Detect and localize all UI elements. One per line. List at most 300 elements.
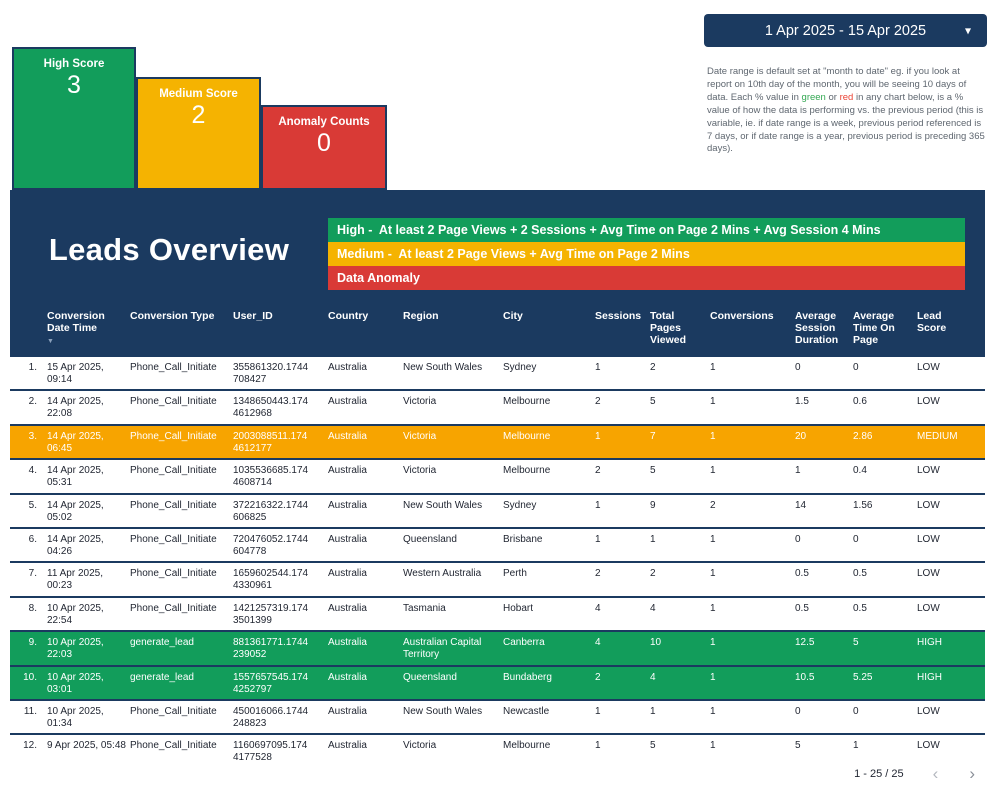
cell-score (917, 529, 985, 561)
cell-date (47, 598, 130, 630)
scorecard-anomaly-counts (261, 105, 387, 190)
cell-region (403, 495, 503, 527)
column-header-label: Lead Score (917, 309, 947, 334)
cell-score (917, 701, 985, 733)
cell-avg_time (853, 632, 917, 664)
legend-item-label: Medium - At least 2 Page Views + Avg Time on Page 2 Mins (337, 247, 690, 261)
cell-value: 1 (710, 362, 716, 373)
cell-value: 0 (795, 705, 801, 717)
cell-type (130, 701, 233, 733)
cell-country (328, 563, 403, 595)
cell-value: 1.5 (795, 396, 809, 408)
column-header-label: Country (328, 309, 369, 322)
column-header-country[interactable] (328, 310, 403, 348)
cell-value: 1 (595, 430, 601, 442)
cell-value: Australia (328, 533, 367, 545)
cell-value: 1 (795, 465, 801, 477)
cell-user_id (233, 529, 328, 561)
cell-type (130, 357, 233, 389)
cell-value: 881361771.1744239052 (233, 637, 309, 661)
cell-value: 1 (650, 533, 656, 545)
scorecard-high-score (12, 47, 136, 190)
cell-value: 0.4 (853, 465, 867, 477)
note-green-word: green (801, 91, 826, 103)
cell-value: Melbourne (503, 740, 551, 752)
column-header-conversion-date-time[interactable] (47, 310, 130, 348)
cell-value: 1557657545.1744252797 (233, 671, 309, 695)
cell-value: New South Wales (403, 705, 483, 717)
cell-value: Perth (503, 568, 527, 580)
legend-item-data (328, 266, 965, 290)
cell-value: 2 (650, 362, 656, 373)
scorecard-value: 3 (67, 71, 81, 99)
cell-value: 2. (28, 396, 37, 408)
cell-value: 1 (710, 396, 716, 408)
cell-value: 1 (650, 705, 656, 717)
cell-value: Phone_Call_Initiate (130, 740, 217, 752)
cell-value: 8. (28, 602, 37, 614)
cell-value: Australia (328, 671, 367, 683)
cell-value: 15 Apr 2025, 09:14 (47, 362, 104, 385)
cell-value: Australia (328, 430, 367, 442)
cell-value: Sydney (503, 362, 537, 373)
cell-conversions (710, 701, 795, 733)
cell-value: 2.86 (853, 430, 873, 442)
cell-city (503, 460, 595, 492)
cell-user_id (233, 735, 328, 769)
cell-value: 3. (28, 430, 37, 442)
cell-user_id (233, 460, 328, 492)
column-header-label: City (503, 309, 523, 322)
cell-num (10, 701, 47, 733)
cell-value: LOW (917, 533, 940, 545)
cell-avg_session (795, 460, 853, 492)
column-header-label: Total Pages Viewed (650, 309, 686, 346)
cell-value: 2 (595, 465, 601, 477)
scorecard-medium-score (136, 77, 261, 190)
cell-num (10, 460, 47, 492)
legend-item-high (328, 218, 965, 242)
cell-conversions (710, 495, 795, 527)
cell-country (328, 495, 403, 527)
date-range-note (707, 66, 987, 156)
cell-num (10, 529, 47, 561)
cell-type (130, 632, 233, 664)
cell-value: LOW (917, 602, 940, 614)
scorecard-label: High Score (43, 58, 105, 70)
cell-value: 5 (853, 637, 859, 649)
cell-region (403, 632, 503, 664)
cell-conversions (710, 391, 795, 423)
note-text: in any chart below, is a % value of how the data is performing vs. the previous period (this is variable, ie. if date range is a week, previous period referenced is 7 days, or if date range is a year, previous period is preceding 365 days). (707, 91, 985, 155)
cell-value: 10 Apr 2025, 22:03 (47, 637, 104, 661)
cell-value: Bundaberg (503, 671, 552, 683)
scorecard-value: 0 (317, 129, 331, 157)
cell-value: Phone_Call_Initiate (130, 362, 217, 373)
cell-value: 5. (28, 499, 37, 511)
cell-city (503, 391, 595, 423)
cell-value: Victoria (403, 396, 437, 408)
cell-date (47, 460, 130, 492)
cell-user_id (233, 563, 328, 595)
cell-value: 4 (595, 637, 601, 649)
cell-value: 0 (795, 533, 801, 545)
cell-date (47, 391, 130, 423)
cell-country (328, 426, 403, 458)
cell-type (130, 426, 233, 458)
cell-user_id (233, 357, 328, 389)
column-header-label: Average Session Duration (795, 309, 839, 346)
cell-value: 1 (710, 705, 716, 717)
cell-value: 11 Apr 2025, 00:23 (47, 568, 103, 592)
cell-value: 4 (595, 602, 601, 614)
cell-sessions (595, 735, 650, 769)
sort-desc-icon: ▼ (47, 337, 54, 345)
cell-score (917, 357, 985, 389)
cell-pages (650, 735, 710, 769)
cell-region (403, 667, 503, 699)
legend-item-medium (328, 242, 965, 266)
cell-score (917, 391, 985, 423)
cell-pages (650, 426, 710, 458)
cell-pages (650, 667, 710, 699)
cell-avg_time (853, 598, 917, 630)
cell-value: New South Wales (403, 362, 483, 373)
cell-type (130, 598, 233, 630)
cell-value: HIGH (917, 637, 942, 649)
cell-conversions (710, 357, 795, 389)
cell-value: 9. (28, 637, 37, 649)
cell-city (503, 632, 595, 664)
page-title: Leads Overview (48, 232, 290, 267)
cell-value: Brisbane (503, 533, 543, 545)
leads-table-body (10, 357, 985, 770)
cell-value: 10. (23, 671, 37, 683)
cell-value: 1 (710, 465, 716, 477)
cell-value: 355861320.1744708427 (233, 362, 309, 385)
cell-region (403, 701, 503, 733)
column-header-conversions[interactable] (710, 310, 795, 348)
cell-value: 0.5 (853, 602, 867, 614)
cell-num (10, 632, 47, 664)
cell-pages (650, 598, 710, 630)
caret-down-icon: ▾ (964, 22, 971, 37)
cell-value: 1 (710, 533, 716, 545)
table-row (10, 563, 985, 597)
cell-value: generate_lead (130, 671, 194, 683)
cell-value: 10 Apr 2025, 03:01 (47, 671, 104, 695)
cell-value: 1 (710, 671, 716, 683)
cell-value: 450016066.1744248823 (233, 705, 309, 729)
cell-value: 1 (595, 533, 601, 545)
cell-value: LOW (917, 740, 940, 752)
cell-region (403, 426, 503, 458)
cell-avg_time (853, 667, 917, 699)
cell-conversions (710, 426, 795, 458)
cell-avg_time (853, 460, 917, 492)
cell-sessions (595, 426, 650, 458)
cell-score (917, 632, 985, 664)
cell-region (403, 391, 503, 423)
cell-value: 2003088511.1744612177 (233, 430, 308, 454)
table-row (10, 391, 985, 425)
cell-num (10, 357, 47, 389)
cell-num (10, 667, 47, 699)
cell-conversions (710, 460, 795, 492)
cell-value: Australia (328, 568, 367, 580)
cell-value: 0.5 (795, 568, 809, 580)
cell-value: 10 Apr 2025, 22:54 (47, 602, 104, 626)
cell-value: 14 Apr 2025, 05:31 (47, 465, 104, 489)
cell-user_id (233, 598, 328, 630)
cell-date (47, 495, 130, 527)
cell-city (503, 701, 595, 733)
cell-value: 10 (650, 637, 662, 649)
column-header-region[interactable] (403, 310, 503, 348)
cell-value: 11. (23, 705, 37, 717)
cell-type (130, 735, 233, 769)
cell-value: 10.5 (795, 671, 815, 683)
cell-sessions (595, 667, 650, 699)
cell-city (503, 426, 595, 458)
cell-conversions (710, 667, 795, 699)
cell-value: 4 (650, 671, 656, 683)
cell-value: 12.5 (795, 637, 815, 649)
cell-avg_session (795, 632, 853, 664)
column-header-label: User_ID (233, 309, 273, 322)
cell-sessions (595, 357, 650, 389)
cell-date (47, 357, 130, 389)
cell-value: Phone_Call_Initiate (130, 430, 217, 442)
cell-conversions (710, 529, 795, 561)
cell-avg_time (853, 391, 917, 423)
cell-value: Queensland (403, 671, 457, 683)
cell-value: Phone_Call_Initiate (130, 602, 217, 614)
cell-user_id (233, 632, 328, 664)
cell-conversions (710, 735, 795, 769)
cell-value: Phone_Call_Initiate (130, 396, 217, 408)
cell-value: 1 (595, 362, 601, 373)
pagination-range: 1 - 25 / 25 (854, 768, 904, 780)
pagination (854, 766, 977, 782)
cell-pages (650, 460, 710, 492)
cell-pages (650, 495, 710, 527)
cell-country (328, 701, 403, 733)
cell-value: 4 (650, 602, 656, 614)
cell-avg_session (795, 357, 853, 389)
cell-value: Australia (328, 362, 367, 373)
column-header-average-time-on-page[interactable] (853, 310, 917, 348)
cell-value: Phone_Call_Initiate (130, 568, 217, 580)
cell-avg_session (795, 667, 853, 699)
cell-value: 0 (853, 533, 859, 545)
cell-city (503, 495, 595, 527)
cell-pages (650, 701, 710, 733)
cell-value: 1659602544.1744330961 (233, 568, 309, 592)
cell-value: 4. (28, 465, 37, 477)
cell-user_id (233, 391, 328, 423)
pagination-next-button[interactable]: › (969, 764, 975, 783)
cell-value: Queensland (403, 533, 457, 545)
cell-value: Australia (328, 499, 367, 511)
cell-value: 14 Apr 2025, 04:26 (47, 533, 104, 557)
cell-value: Phone_Call_Initiate (130, 465, 217, 477)
date-range-selector[interactable] (704, 14, 987, 47)
column-header-label: Conversion Type (130, 309, 215, 322)
cell-avg_session (795, 495, 853, 527)
column-header-label: Conversions (710, 309, 774, 322)
cell-pages (650, 563, 710, 595)
table-row (10, 529, 985, 563)
cell-value: 1.56 (853, 499, 873, 511)
cell-sessions (595, 495, 650, 527)
cell-date (47, 735, 130, 769)
cell-value: Australian Capital Territory (403, 637, 482, 661)
cell-value: Victoria (403, 740, 437, 752)
pagination-prev-button[interactable]: ‹ (932, 764, 939, 783)
cell-score (917, 426, 985, 458)
cell-value: 1 (710, 637, 716, 649)
cell-avg_session (795, 426, 853, 458)
cell-value: 1421257319.1743501399 (233, 602, 309, 626)
cell-value: 20 (795, 430, 807, 442)
note-text: Date range is default set at "month to date" eg. if you look at report on 10th day of the month, you will be seeing 10 days of data. Each % value in (707, 66, 967, 103)
column-header-conversion-type[interactable] (130, 310, 233, 348)
cell-value: 14 Apr 2025, 22:08 (47, 396, 104, 420)
cell-avg_time (853, 426, 917, 458)
cell-value: 9 (650, 499, 656, 511)
cell-type (130, 460, 233, 492)
cell-country (328, 357, 403, 389)
cell-value: 0.6 (853, 396, 867, 408)
column-header-sessions[interactable] (595, 310, 650, 348)
legend (328, 218, 965, 290)
cell-avg_time (853, 563, 917, 595)
cell-region (403, 529, 503, 561)
column-header-row-number (10, 310, 47, 348)
cell-sessions (595, 632, 650, 664)
cell-value: LOW (917, 362, 940, 373)
scorecard-value: 2 (191, 101, 206, 129)
column-header-user-id[interactable] (233, 310, 328, 348)
cell-country (328, 632, 403, 664)
cell-value: 0 (795, 362, 801, 373)
cell-conversions (710, 632, 795, 664)
cell-country (328, 529, 403, 561)
cell-avg_session (795, 701, 853, 733)
cell-value: 2 (710, 499, 716, 511)
cell-avg_session (795, 563, 853, 595)
scorecard-label: Anomaly Counts (278, 116, 370, 128)
cell-sessions (595, 391, 650, 423)
cell-city (503, 563, 595, 595)
cell-avg_time (853, 357, 917, 389)
cell-value: LOW (917, 396, 940, 408)
cell-value: 6. (28, 533, 37, 545)
column-header-label: Region (403, 309, 439, 322)
cell-value: Newcastle (503, 705, 550, 717)
column-header-average-session-duration[interactable] (795, 310, 853, 348)
cell-value: Australia (328, 705, 367, 717)
cell-value: Australia (328, 465, 367, 477)
table-row (10, 426, 985, 460)
panel-head (10, 190, 985, 300)
cell-type (130, 391, 233, 423)
cell-value: 2 (595, 671, 601, 683)
cell-num (10, 391, 47, 423)
cell-avg_session (795, 529, 853, 561)
table-row (10, 632, 985, 666)
date-range-label: 1 Apr 2025 - 15 Apr 2025 (764, 22, 927, 39)
cell-value: 1160697095.1744177528 (233, 740, 308, 764)
cell-num (10, 563, 47, 595)
cell-value: 0.5 (795, 602, 809, 614)
cell-value: 1. (28, 362, 37, 373)
cell-value: 372216322.1744606825 (233, 499, 309, 523)
column-header-total-pages-viewed[interactable] (650, 310, 710, 348)
cell-date (47, 667, 130, 699)
cell-country (328, 598, 403, 630)
table-row (10, 735, 985, 769)
cell-date (47, 529, 130, 561)
column-header-label: Conversion Date Time (47, 309, 105, 334)
cell-value: 1 (595, 740, 601, 752)
column-header-label: Sessions (595, 309, 642, 322)
cell-value: Western Australia (403, 568, 482, 580)
cell-value: Phone_Call_Initiate (130, 499, 217, 511)
cell-score (917, 495, 985, 527)
cell-value: Canberra (503, 637, 545, 649)
cell-country (328, 460, 403, 492)
cell-value: 1 (853, 740, 859, 752)
cell-value: 10 Apr 2025, 01:34 (47, 705, 104, 729)
cell-value: Phone_Call_Initiate (130, 533, 217, 545)
cell-user_id (233, 701, 328, 733)
cell-value: LOW (917, 465, 940, 477)
cell-pages (650, 632, 710, 664)
cell-sessions (595, 529, 650, 561)
cell-value: 0 (853, 362, 859, 373)
cell-type (130, 667, 233, 699)
cell-value: 5 (795, 740, 801, 752)
cell-region (403, 357, 503, 389)
cell-value: 1 (710, 602, 716, 614)
cell-score (917, 460, 985, 492)
table-row (10, 701, 985, 735)
column-header-city[interactable] (503, 310, 595, 348)
note-red-word: red (839, 91, 854, 103)
cell-value: Melbourne (503, 465, 551, 477)
cell-value: Australia (328, 637, 367, 649)
table-row (10, 598, 985, 632)
cell-sessions (595, 598, 650, 630)
cell-city (503, 735, 595, 769)
cell-city (503, 667, 595, 699)
cell-avg_session (795, 598, 853, 630)
cell-date (47, 563, 130, 595)
cell-sessions (595, 460, 650, 492)
cell-sessions (595, 701, 650, 733)
cell-region (403, 735, 503, 769)
cell-value: 5 (650, 396, 656, 408)
cell-avg_time (853, 529, 917, 561)
cell-value: 0.5 (853, 568, 867, 580)
cell-region (403, 563, 503, 595)
cell-city (503, 529, 595, 561)
cell-value: 2 (650, 568, 656, 580)
column-header-lead-score[interactable] (917, 310, 985, 348)
cell-avg_session (795, 735, 853, 769)
